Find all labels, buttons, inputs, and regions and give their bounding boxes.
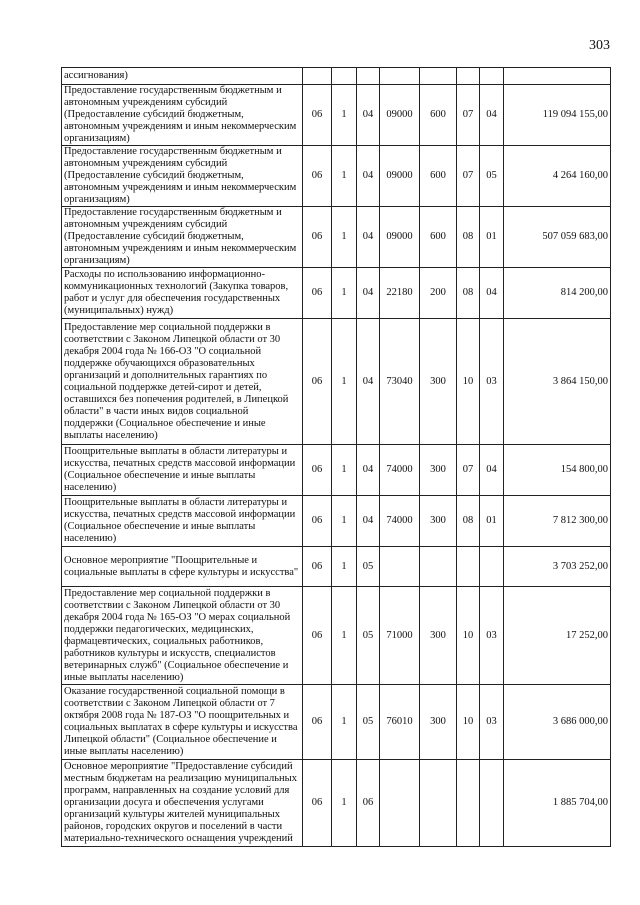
code-subsection: 01: [480, 207, 504, 268]
row-description: Предоставление государственным бюджетным и автономным учреждениям субсидий (Предоставление субсидий бюджетным, автономным учреждениям и иным некоммерческим организациям): [62, 207, 303, 268]
code-expense-type: 200: [420, 268, 457, 319]
code-subprogram: 1: [332, 685, 357, 760]
code-section: 07: [457, 85, 480, 146]
code-subsection: [480, 68, 504, 85]
code-program: 06: [303, 146, 332, 207]
code-program: 06: [303, 85, 332, 146]
table-row: [62, 207, 611, 268]
code-subsection: 03: [480, 319, 504, 445]
code-subsection: 04: [480, 85, 504, 146]
code-direction: 76010: [380, 685, 420, 760]
row-amount: 3 703 252,00: [504, 547, 611, 587]
code-direction: 22180: [380, 268, 420, 319]
code-main-event: 06: [357, 760, 380, 847]
row-amount: 17 252,00: [504, 587, 611, 685]
row-amount: 154 800,00: [504, 445, 611, 496]
code-section: 07: [457, 146, 480, 207]
code-expense-type: 300: [420, 587, 457, 685]
table-row: [62, 68, 611, 85]
code-subsection: 01: [480, 496, 504, 547]
code-main-event: 04: [357, 319, 380, 445]
budget-table: [61, 67, 611, 847]
code-section: 08: [457, 207, 480, 268]
code-program: 06: [303, 496, 332, 547]
row-amount: [504, 68, 611, 85]
code-expense-type: [420, 68, 457, 85]
code-subsection: 03: [480, 587, 504, 685]
code-direction: 73040: [380, 319, 420, 445]
code-subprogram: 1: [332, 760, 357, 847]
row-amount: 7 812 300,00: [504, 496, 611, 547]
row-description: Предоставление государственным бюджетным и автономным учреждениям субсидий (Предоставление субсидий бюджетным, автономным учреждениям и иным некоммерческим организациям): [62, 146, 303, 207]
code-subprogram: 1: [332, 547, 357, 587]
row-description: Основное мероприятие "Поощрительные и социальные выплаты в сфере культуры и искусства": [62, 547, 303, 587]
code-direction: 74000: [380, 496, 420, 547]
code-expense-type: [420, 760, 457, 847]
row-description: Расходы по использованию информационно-коммуникационных технологий (Закупка товаров, работ и услуг для обеспечения государственных (муниципальных) нужд): [62, 268, 303, 319]
code-main-event: 05: [357, 685, 380, 760]
row-description: Поощрительные выплаты в области литературы и искусства, печатных средств массовой информации (Социальное обеспечение и иные выплаты населению): [62, 496, 303, 547]
code-program: 06: [303, 268, 332, 319]
row-description: ассигнования): [62, 68, 303, 85]
code-main-event: 04: [357, 146, 380, 207]
code-program: 06: [303, 445, 332, 496]
code-program: 06: [303, 547, 332, 587]
code-program: 06: [303, 587, 332, 685]
row-description: Предоставление государственным бюджетным и автономным учреждениям субсидий (Предоставление субсидий бюджетным, автономным учреждениям и иным некоммерческим организациям): [62, 85, 303, 146]
code-main-event: 04: [357, 85, 380, 146]
code-expense-type: 600: [420, 207, 457, 268]
code-subsection: 03: [480, 685, 504, 760]
code-program: 06: [303, 207, 332, 268]
row-amount: 507 059 683,00: [504, 207, 611, 268]
code-program: 06: [303, 760, 332, 847]
code-subprogram: 1: [332, 319, 357, 445]
code-expense-type: [420, 547, 457, 587]
table-row: [62, 760, 611, 847]
row-description: Поощрительные выплаты в области литературы и искусства, печатных средств массовой информации (Социальное обеспечение и иные выплаты населению): [62, 445, 303, 496]
code-direction: [380, 760, 420, 847]
table-row: [62, 496, 611, 547]
code-section: [457, 547, 480, 587]
code-program: 06: [303, 319, 332, 445]
code-subsection: [480, 547, 504, 587]
code-main-event: 04: [357, 496, 380, 547]
code-subprogram: 1: [332, 445, 357, 496]
code-expense-type: 300: [420, 496, 457, 547]
row-amount: 3 686 000,00: [504, 685, 611, 760]
code-direction: 71000: [380, 587, 420, 685]
code-subprogram: [332, 68, 357, 85]
code-section: [457, 68, 480, 85]
row-amount: 119 094 155,00: [504, 85, 611, 146]
code-section: 10: [457, 319, 480, 445]
code-main-event: 04: [357, 445, 380, 496]
code-subprogram: 1: [332, 146, 357, 207]
code-expense-type: 600: [420, 85, 457, 146]
code-section: 10: [457, 587, 480, 685]
table-row: [62, 146, 611, 207]
code-expense-type: 300: [420, 319, 457, 445]
row-description: Предоставление мер социальной поддержки в соответствии с Законом Липецкой области от 30 декабря 2004 года № 165-ОЗ "О мерах социальной поддержки педагогических, медицинских, фармацевтических, социальных работников, работников культуры и искусств, специалистов ветеринарных служб" (Социальное обеспечение и иные выплаты населению): [62, 587, 303, 685]
row-description: Оказание государственной социальной помощи в соответствии с Законом Липецкой области от 7 октября 2008 года № 187-ОЗ "О поощрительных и социальных выплатах в сфере культуры и искусства Липецкой области" (Социальное обеспечение и иные выплаты населению): [62, 685, 303, 760]
code-section: 10: [457, 685, 480, 760]
row-amount: 4 264 160,00: [504, 146, 611, 207]
table-row: [62, 445, 611, 496]
code-main-event: 05: [357, 587, 380, 685]
code-main-event: 05: [357, 547, 380, 587]
code-direction: 74000: [380, 445, 420, 496]
code-main-event: 04: [357, 268, 380, 319]
code-direction: 09000: [380, 85, 420, 146]
code-direction: 09000: [380, 207, 420, 268]
code-section: [457, 760, 480, 847]
row-description: Основное мероприятие "Предоставление субсидий местным бюджетам на реализацию муниципальных программ, направленных на создание условий для организации досуга и обеспечения услугами организаций культуры жителей муниципальных районов, городских округов и поселений в части материально-технического оснащения учреждений: [62, 760, 303, 847]
code-main-event: 04: [357, 207, 380, 268]
code-subsection: 04: [480, 445, 504, 496]
table-row: [62, 547, 611, 587]
code-expense-type: 600: [420, 146, 457, 207]
code-section: 08: [457, 268, 480, 319]
code-direction: [380, 547, 420, 587]
code-direction: 09000: [380, 146, 420, 207]
code-subprogram: 1: [332, 587, 357, 685]
code-expense-type: 300: [420, 445, 457, 496]
code-main-event: [357, 68, 380, 85]
page-number: 303: [589, 38, 610, 53]
table-row: [62, 85, 611, 146]
code-subsection: 05: [480, 146, 504, 207]
table-row: [62, 268, 611, 319]
code-program: [303, 68, 332, 85]
code-subsection: 04: [480, 268, 504, 319]
row-amount: 814 200,00: [504, 268, 611, 319]
code-program: 06: [303, 685, 332, 760]
code-section: 07: [457, 445, 480, 496]
table-row: [62, 319, 611, 445]
code-expense-type: 300: [420, 685, 457, 760]
code-subsection: [480, 760, 504, 847]
code-section: 08: [457, 496, 480, 547]
code-subprogram: 1: [332, 85, 357, 146]
row-amount: 3 864 150,00: [504, 319, 611, 445]
row-amount: 1 885 704,00: [504, 760, 611, 847]
code-subprogram: 1: [332, 268, 357, 319]
table-row: [62, 587, 611, 685]
code-direction: [380, 68, 420, 85]
code-subprogram: 1: [332, 207, 357, 268]
table-row: [62, 685, 611, 760]
code-subprogram: 1: [332, 496, 357, 547]
row-description: Предоставление мер социальной поддержки в соответствии с Законом Липецкой области от 30 декабря 2004 года № 166-ОЗ "О социальной поддержке обучающихся образовательных организаций и дополнительных гарантиях по социальной поддержке детей-сирот и детей, оставшихся без попечения родителей, в Липецкой области" в части иных видов социальной поддержки (Социальное обеспечение и иные выплаты населению): [62, 319, 303, 445]
